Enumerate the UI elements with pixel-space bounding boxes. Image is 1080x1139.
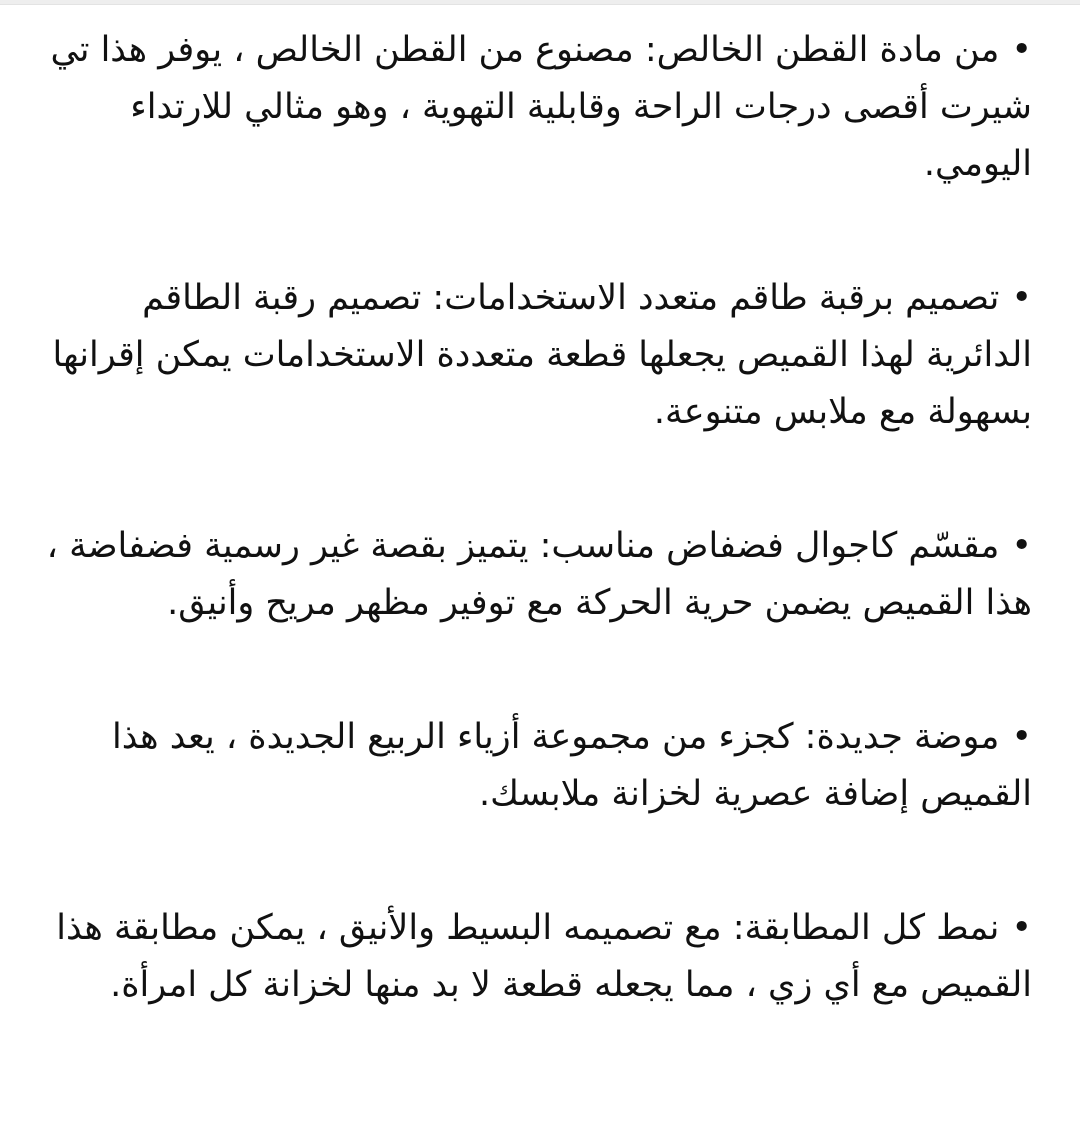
bullet-icon: • bbox=[1011, 526, 1032, 566]
feature-text: موضة جديدة: كجزء من مجموعة أزياء الربيع الجديدة ، يعد هذا القميص إضافة عصرية لخزانة ملابسك. bbox=[112, 717, 1032, 814]
feature-text: مقسّم كاجوال فضفاض مناسب: يتميز بقصة غير رسمية فضفاضة ، هذا القميص يضمن حرية الحركة مع توفير مظهر مريح وأنيق. bbox=[46, 526, 1032, 623]
feature-text: تصميم برقبة طاقم متعدد الاستخدامات: تصميم رقبة الطاقم الدائرية لهذا القميص يجعلها قطعة متعددة الاستخدامات يمكن إقرانها بسهولة مع ملابس متنوعة. bbox=[52, 278, 1032, 432]
product-features-list bbox=[32, 22, 1032, 1014]
feature-item-cotton bbox=[32, 22, 1032, 193]
feature-item-new-fashion bbox=[32, 709, 1032, 823]
top-divider bbox=[0, 0, 1080, 5]
feature-text: من مادة القطن الخالص: مصنوع من القطن الخالص ، يوفر هذا تي شيرت أقصى درجات الراحة وقابلية التهوية ، وهو مثالي للارتداء اليومي. bbox=[50, 30, 1032, 184]
bullet-icon: • bbox=[1011, 278, 1032, 318]
bullet-icon: • bbox=[1011, 908, 1032, 948]
feature-text: نمط كل المطابقة: مع تصميمه البسيط والأنيق ، يمكن مطابقة هذا القميص مع أي زي ، مما يجعله قطعة لا بد منها لخزانة كل امرأة. bbox=[56, 908, 1032, 1005]
bullet-icon: • bbox=[1011, 30, 1032, 70]
feature-item-match-all bbox=[32, 900, 1032, 1014]
feature-item-casual-fit bbox=[32, 518, 1032, 632]
bullet-icon: • bbox=[1011, 717, 1032, 757]
feature-item-crew-neck bbox=[32, 270, 1032, 441]
